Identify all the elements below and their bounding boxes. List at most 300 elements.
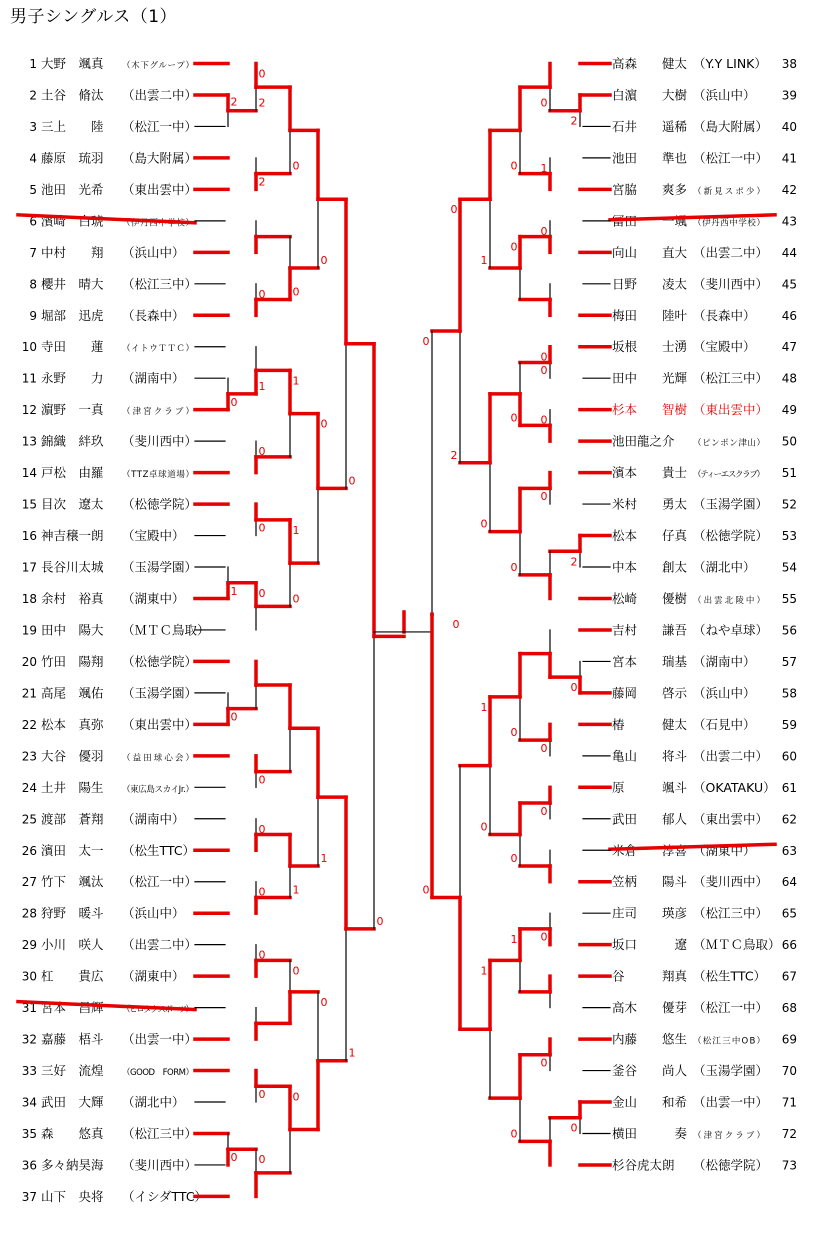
match-score: 1: [292, 523, 300, 537]
player-name: 藤原 琉羽: [41, 150, 104, 166]
match-score: 0: [258, 287, 266, 301]
player-name: 池田 光希: [41, 181, 104, 197]
player-entry: [612, 87, 797, 102]
match-score: 0: [258, 1153, 266, 1167]
player-club: （出雲二中）: [693, 748, 769, 764]
player-club: （東出雲中）: [122, 181, 198, 197]
player-name: 渡部 蒼翔: [41, 811, 104, 827]
seed-number: 60: [781, 749, 797, 764]
seed-number: 71: [781, 1095, 797, 1110]
seed-number: 35: [21, 1126, 37, 1141]
seed-number: 65: [781, 906, 797, 921]
player-club: （松徳学院）: [122, 496, 198, 512]
player-name: 森 悠真: [41, 1125, 104, 1141]
player-name: 宮脇 爽多: [612, 181, 688, 197]
match-score: 2: [570, 555, 578, 569]
player-name: 谷 翔真: [612, 968, 688, 984]
player-name: 杉本 智樹: [612, 402, 688, 418]
seed-number: 54: [781, 560, 797, 575]
player-entry: [612, 182, 797, 197]
player-name: 中村 翔: [41, 244, 104, 260]
seed-number: 38: [781, 57, 797, 71]
seed-number: 14: [21, 466, 37, 481]
seed-number: 17: [21, 560, 37, 575]
seed-number: 15: [21, 497, 37, 512]
match-score: 1: [480, 700, 488, 714]
player-entry: [612, 717, 797, 732]
seed-number: 6: [29, 214, 37, 229]
match-score: 1: [480, 964, 488, 978]
player-entry: [22, 528, 185, 543]
player-club: （松江三中OB）: [693, 1036, 765, 1047]
player-name: 亀山 将斗: [612, 748, 688, 764]
seed-number: 52: [781, 497, 797, 512]
match-score: 0: [230, 1151, 238, 1165]
player-entry: [22, 811, 185, 826]
player-entry: [29, 119, 197, 134]
player-entry: [22, 780, 194, 795]
player-entry: [612, 1126, 797, 1141]
match-score: 1: [320, 851, 328, 865]
match-score: 0: [540, 413, 548, 427]
player-club: （玉湯学園）: [693, 1063, 769, 1079]
seed-number: 39: [781, 88, 797, 103]
seed-number: 51: [781, 466, 797, 481]
player-club: （松徳学院）: [693, 1157, 769, 1173]
player-name: 笠柄 陽斗: [612, 874, 688, 890]
seed-number: 63: [781, 843, 797, 858]
seed-number: 21: [21, 686, 37, 701]
player-name: 大谷 優羽: [41, 748, 104, 764]
player-club: （Y.Y LINK）: [693, 56, 767, 71]
player-entry: [22, 717, 197, 732]
seed-number: 73: [781, 1158, 797, 1173]
match-score: 0: [258, 885, 266, 899]
player-club: （松江三中）: [122, 1125, 198, 1141]
seed-number: 27: [21, 875, 37, 890]
player-name: 松本 仔真: [612, 528, 688, 544]
match-score: 1: [292, 883, 300, 897]
match-score: 0: [348, 474, 356, 488]
player-name: 嘉藤 梧斗: [41, 1031, 104, 1047]
seed-number: 18: [21, 591, 37, 606]
match-score: 0: [570, 681, 578, 695]
player-name: 田中 陽大: [41, 622, 104, 638]
seed-number: 40: [781, 119, 797, 134]
seed-number: 33: [21, 1064, 37, 1079]
match-score: 2: [258, 96, 266, 110]
player-name: 土井 陽生: [41, 779, 104, 795]
match-score: 0: [422, 883, 430, 897]
player-club: （湖東中）: [122, 590, 185, 606]
player-name: 濵野 一真: [41, 402, 104, 418]
seed-number: 16: [21, 529, 37, 544]
seed-number: 49: [781, 403, 797, 418]
player-name: 内藤 悠生: [612, 1031, 688, 1047]
player-name: 高木 優芽: [612, 1000, 688, 1016]
player-club: （湖南中）: [693, 653, 756, 669]
player-name: 吉村 謙吾: [612, 622, 688, 638]
player-club: （島大附属）: [693, 118, 769, 134]
player-name: 宮本 瑞基: [612, 653, 688, 669]
player-entry: [22, 654, 197, 669]
seed-number: 26: [21, 843, 37, 858]
seed-number: 57: [781, 654, 797, 669]
seed-number: 10: [21, 340, 37, 355]
seed-number: 12: [21, 403, 37, 418]
player-name: 庄司 瑛彦: [612, 905, 688, 921]
seed-number: 62: [781, 812, 797, 827]
player-entry: [22, 1126, 197, 1141]
match-score: 1: [230, 584, 238, 598]
seed-number: 19: [21, 623, 37, 638]
player-club: （松江三中）: [693, 370, 769, 386]
player-entry: [22, 874, 197, 889]
player-club: （浜山中）: [122, 244, 185, 260]
match-score: 0: [258, 445, 266, 459]
player-entry: [29, 182, 197, 197]
player-entry: [612, 150, 797, 165]
player-name: 大野 颯真: [41, 56, 104, 71]
player-club: （出雲二中）: [122, 937, 198, 953]
seed-number: 47: [781, 340, 797, 355]
player-name: 日野 凌太: [612, 276, 688, 292]
player-entry: [612, 308, 797, 323]
player-entry: [22, 1157, 197, 1172]
player-name: 金山 和希: [612, 1094, 688, 1110]
seed-number: 4: [29, 151, 37, 166]
player-name: 竹下 颯汰: [41, 874, 104, 890]
player-club: （イトウＴＴＣ）: [122, 344, 194, 355]
seed-number: 58: [781, 686, 797, 701]
seed-number: 66: [781, 938, 797, 953]
seed-number: 3: [29, 119, 37, 134]
seed-number: 5: [29, 182, 37, 197]
player-name: 武田 郁人: [612, 811, 688, 827]
seed-number: 45: [781, 277, 797, 292]
player-club: （東出雲中）: [693, 811, 769, 827]
match-score: 0: [258, 948, 266, 962]
seed-number: 8: [29, 277, 37, 292]
player-name: 高尾 颯佑: [41, 685, 104, 701]
player-name: 堀部 迅虎: [41, 307, 104, 323]
player-club: （津宮クラブ）: [122, 407, 194, 418]
player-club: （東出雲中）: [122, 716, 198, 732]
match-score: 0: [510, 240, 518, 254]
seed-number: 25: [21, 812, 37, 827]
player-club: （伊丹西中学校）: [693, 218, 765, 229]
match-score: 0: [258, 1088, 266, 1102]
player-entry: [612, 339, 797, 354]
player-name: 冨田 一颯: [612, 213, 688, 229]
player-entry: [22, 1063, 194, 1078]
seed-number: 64: [781, 875, 797, 890]
match-score: 0: [230, 395, 238, 409]
player-name: 錦織 絆玖: [41, 433, 104, 449]
player-name: 松崎 優樹: [612, 590, 688, 606]
player-entry: [612, 1063, 797, 1078]
match-score: 0: [292, 285, 300, 299]
seed-number: 23: [21, 749, 37, 764]
player-entry: [22, 434, 197, 449]
player-name: 小川 咲人: [41, 937, 104, 953]
match-score: 0: [510, 159, 518, 173]
player-club: （松江三中）: [693, 905, 769, 921]
player-name: 濱﨑 白琥: [41, 213, 104, 229]
player-club: （イシダTTC）: [122, 1188, 208, 1204]
player-name: 狩野 暖斗: [41, 905, 104, 921]
player-name: 石井 遥稀: [612, 118, 688, 134]
match-score: 0: [258, 586, 266, 600]
player-club: （益田球心会）: [122, 753, 194, 764]
player-name: 梅田 陸叶: [612, 307, 688, 323]
player-entry: [22, 906, 185, 921]
seed-number: 68: [781, 1001, 797, 1016]
match-score: 0: [510, 1127, 518, 1141]
player-entry: [612, 276, 797, 291]
player-name: 永野 力: [41, 370, 104, 386]
player-club: （津宮クラブ）: [693, 1130, 765, 1141]
match-score: 1: [258, 379, 266, 393]
player-entry: [612, 465, 797, 480]
player-entry: [612, 591, 797, 606]
seed-number: 30: [21, 969, 37, 984]
player-club: （浜山中）: [122, 905, 185, 921]
seed-number: 56: [781, 623, 797, 638]
seed-number: 1: [29, 57, 37, 71]
player-name: 寺田 蓮: [41, 339, 104, 355]
player-club: （湖東中）: [122, 968, 185, 984]
match-score: 0: [258, 67, 266, 81]
player-club: （ヒロタクスポーツ）: [122, 1005, 194, 1016]
seed-number: 43: [781, 214, 797, 229]
seed-number: 20: [21, 654, 37, 669]
player-club: （ＭＴＣ鳥取）: [693, 937, 781, 953]
match-score: 0: [450, 203, 458, 217]
player-entry: [612, 685, 797, 700]
player-name: 池田 準也: [612, 150, 688, 166]
player-entry: [612, 245, 797, 260]
player-club: （松徳学院）: [693, 528, 769, 544]
player-entry: [22, 843, 195, 858]
seed-number: 41: [781, 151, 797, 166]
player-entry: [612, 780, 797, 795]
player-club: （浜山中）: [693, 87, 756, 103]
player-entry: [22, 1095, 185, 1110]
player-name: 横田 奏: [612, 1125, 688, 1141]
player-club: （石見中）: [693, 716, 756, 732]
player-club: （ピンポン津山）: [693, 438, 765, 449]
match-score: 0: [540, 741, 548, 755]
match-score: 1: [540, 161, 548, 175]
player-entry: [22, 497, 197, 512]
player-name: 藤岡 啓示: [612, 685, 688, 701]
match-score: 0: [570, 1121, 578, 1135]
seed-number: 72: [781, 1126, 797, 1141]
player-club: （湖北中）: [693, 559, 756, 575]
seed-number: 2: [29, 88, 37, 103]
player-club: （伊丹西中学校）: [122, 218, 194, 229]
player-entry: [612, 56, 797, 71]
player-name: 米倉 淳喜: [612, 842, 688, 858]
player-club: （宝殿中）: [122, 528, 185, 544]
player-club: （OKATAKU）: [693, 779, 776, 795]
player-name: 三好 流煌: [41, 1063, 104, 1079]
seed-number: 36: [21, 1158, 37, 1173]
match-score: 0: [510, 560, 518, 574]
seed-number: 69: [781, 1032, 797, 1047]
player-name: 土谷 脩汰: [41, 87, 104, 103]
player-entry: [612, 622, 797, 637]
player-club: （松江一中）: [693, 150, 769, 166]
player-name: 目次 遼太: [41, 496, 104, 512]
player-entry: [22, 937, 197, 952]
match-score: 0: [452, 618, 460, 631]
match-score: 0: [540, 350, 548, 364]
player-club: （玉湯学園）: [122, 559, 198, 575]
player-club: （宝殿中）: [693, 339, 756, 355]
match-score: 2: [450, 448, 458, 462]
match-score: 0: [510, 411, 518, 425]
player-club: （湖北中）: [122, 1094, 185, 1110]
player-entry: [612, 560, 797, 575]
match-score: 0: [292, 1090, 300, 1104]
player-club: （木下グループ）: [122, 61, 194, 71]
match-score: 1: [510, 932, 518, 946]
player-club: （松生TTC）: [693, 968, 767, 984]
player-name: 多々納昊海: [41, 1157, 104, 1173]
match-score: 0: [480, 517, 488, 531]
player-club: （斐川西中）: [122, 433, 198, 449]
player-name: 原 颯斗: [612, 779, 688, 795]
match-score: 1: [292, 374, 300, 388]
player-entry: [612, 811, 797, 826]
match-score: 0: [376, 914, 384, 928]
seed-number: 9: [29, 308, 37, 323]
match-score: 0: [320, 417, 328, 431]
player-club: （出雲北陵中）: [693, 595, 765, 606]
player-club: （松生TTC）: [122, 842, 196, 858]
player-club: （出雲二中）: [122, 87, 198, 103]
player-club: （出雲二中）: [693, 244, 769, 260]
match-score: 0: [540, 1056, 548, 1070]
player-club: （浜山中）: [693, 685, 756, 701]
player-entry: [22, 465, 194, 480]
player-name: 杠 貴広: [41, 968, 104, 984]
player-name: 山下 央将: [41, 1188, 104, 1204]
player-entry: [22, 1032, 197, 1047]
player-entry: [612, 528, 797, 543]
match-score: 0: [258, 773, 266, 787]
player-name: 松本 真弥: [41, 716, 104, 732]
seed-number: 44: [781, 245, 797, 260]
player-club: （ねや卓球）: [693, 622, 769, 638]
player-name: 米村 勇太: [612, 496, 688, 512]
player-club: （長森中）: [693, 307, 756, 323]
player-club: （斐川西中）: [122, 1157, 198, 1173]
match-score: 1: [480, 254, 488, 268]
player-club: （ＭＴＣ鳥取）: [122, 622, 210, 638]
player-entry: [612, 906, 797, 921]
player-club: （玉湯学園）: [693, 496, 769, 512]
player-name: 長谷川太城: [41, 559, 104, 575]
seed-number: 13: [21, 434, 37, 449]
seed-number: 28: [21, 906, 37, 921]
match-score: 2: [258, 175, 266, 189]
player-club: （松江一中）: [122, 874, 198, 890]
match-score: 0: [292, 964, 300, 978]
player-entry: [612, 1095, 797, 1110]
player-entry: [612, 874, 797, 889]
player-name: 櫻井 晴大: [41, 276, 104, 292]
player-entry: [22, 685, 197, 700]
match-score: 0: [540, 96, 548, 110]
match-score: 0: [292, 592, 300, 606]
player-entry: [22, 402, 194, 417]
match-score: 0: [480, 820, 488, 834]
player-entry: [29, 150, 197, 165]
match-score: 0: [230, 710, 238, 724]
seed-number: 37: [21, 1189, 37, 1204]
seed-number: 42: [781, 182, 797, 197]
player-name: 三上 陸: [41, 118, 104, 134]
match-score: 0: [540, 490, 548, 504]
player-club: （湖南中）: [122, 811, 185, 827]
seed-number: 31: [21, 1001, 37, 1016]
player-club: （東出雲中）: [693, 402, 769, 418]
player-name: 田中 光輝: [612, 370, 688, 386]
player-entry: [22, 748, 194, 763]
player-entry: [22, 969, 185, 984]
seed-number: 70: [781, 1064, 797, 1079]
player-entry: [612, 1157, 797, 1172]
match-score: 0: [258, 822, 266, 836]
player-club: （湖東中）: [693, 842, 756, 858]
player-club: （GOOD FORM）: [122, 1068, 194, 1079]
match-score: 1: [348, 1046, 356, 1060]
match-score: 2: [230, 95, 238, 109]
player-name: 余村 裕真: [41, 590, 104, 606]
player-name: 竹田 陽翔: [41, 653, 104, 669]
match-score: 0: [540, 224, 548, 238]
player-club: （斐川西中）: [693, 874, 769, 890]
player-entry: [612, 434, 797, 449]
match-score: 2: [570, 114, 578, 128]
player-entry: [22, 591, 185, 606]
player-entry: [22, 371, 185, 386]
seed-number: 55: [781, 591, 797, 606]
page-title: 男子シングルス（1）: [10, 7, 178, 27]
seed-number: 48: [781, 371, 797, 386]
player-name: 向山 直大: [612, 244, 688, 260]
player-name: 宮本 昌輝: [41, 1000, 104, 1016]
seed-number: 53: [781, 529, 797, 544]
seed-number: 59: [781, 717, 797, 732]
match-score: 0: [320, 995, 328, 1009]
player-club: （島大附属）: [122, 150, 198, 166]
player-entry: [29, 308, 184, 323]
player-club: （TTZ卓球道場）: [122, 470, 194, 481]
match-score: 0: [258, 521, 266, 535]
player-entry: [29, 56, 194, 71]
player-name: 坂根 士湧: [612, 339, 688, 355]
player-name: 坂口 遼: [612, 937, 688, 953]
match-score: 0: [540, 804, 548, 818]
player-club: （新見スポ少）: [693, 186, 765, 197]
match-score: 0: [422, 334, 430, 348]
player-entry: [612, 119, 797, 134]
player-name: 池田龍之介: [612, 433, 675, 449]
